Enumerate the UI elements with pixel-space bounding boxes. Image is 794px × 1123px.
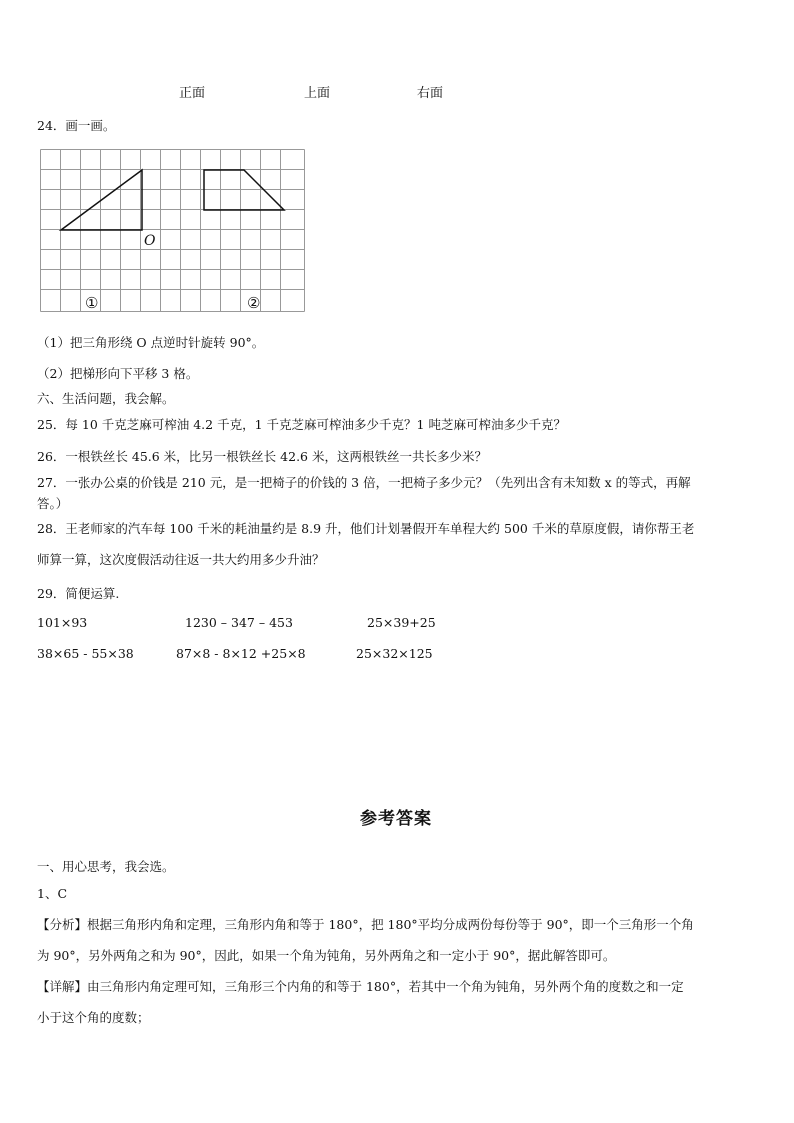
q24-title: 24．画一画。 <box>37 118 116 133</box>
answer-section-1: 一、用心思考，我会选。 <box>37 859 175 874</box>
figure-marker-2: ② <box>247 294 261 312</box>
q28-line-2: 师算一算，这次度假活动往返一共大约用多少升油？ <box>37 552 325 567</box>
triangle-shape <box>61 170 142 230</box>
detail-line-1: 【详解】由三角形内角定理可知，三角形三个内角的和等于 180°，若其中一个角为钝角，另外两个角的度数之和一定 <box>37 979 684 994</box>
figure-marker-1: ① <box>85 294 99 312</box>
q24-instruction-2: （2）把梯形向下平移 3 格。 <box>37 366 199 381</box>
answer-item-1: 1、C <box>37 886 68 901</box>
q29-title: 29．简便运算. <box>37 586 120 601</box>
q29-expr-3: 25×39+25 <box>367 615 436 630</box>
q29-expr-6: 25×32×125 <box>356 646 433 661</box>
view-label-top: 上面 <box>304 86 331 101</box>
q26-text: 26．一根铁丝长 45.6 米，比另一根铁丝长 42.6 米，这两根铁丝一共长多少米？ <box>37 449 487 464</box>
q25-text: 25．每 10 千克芝麻可榨油 4.2 千克，1 千克芝麻可榨油多少千克？1 吨芝麻可榨油多少千克？ <box>37 417 566 432</box>
q24-instruction-1: （1）把三角形绕 O 点逆时针旋转 90°。 <box>37 335 265 350</box>
q29-expr-5: 87×8 - 8×12 +25×8 <box>176 646 306 661</box>
q29-expr-2: 1230 – 347 – 453 <box>185 615 293 630</box>
analysis-line-2: 为 90°，另外两角之和为 90°，因此，如果一个角为钝角，另外两角之和一定小于 90°，据此解答即可。 <box>37 948 616 963</box>
q29-expr-4: 38×65 - 55×38 <box>37 646 134 661</box>
view-label-front: 正面 <box>179 86 206 101</box>
view-label-right: 右面 <box>417 86 444 101</box>
section-6-heading: 六、生活问题，我会解。 <box>37 391 175 406</box>
answer-heading: 参考答案 <box>360 809 432 829</box>
q27-line-1: 27．一张办公桌的价钱是 210 元，是一把椅子的价钱的 3 倍，一把椅子多少元？（先列出含有未知数 x 的等式，再解 <box>37 475 691 490</box>
q29-expr-1: 101×93 <box>37 615 88 630</box>
q24-grid-figure <box>40 149 307 314</box>
point-o-label: O <box>144 233 156 249</box>
q28-line-1: 28．王老师家的汽车每 100 千米的耗油量约是 8.9 升，他们计划暑假开车单程大约 500 千米的草原度假，请你帮王老 <box>37 521 695 536</box>
analysis-line-1: 【分析】根据三角形内角和定理，三角形内角和等于 180°，把 180°平均分成两份每份等于 90°，即一个三角形一个角 <box>37 917 694 932</box>
q27-line-2: 答。） <box>37 496 69 511</box>
detail-line-2: 小于这个角的度数； <box>37 1010 150 1025</box>
